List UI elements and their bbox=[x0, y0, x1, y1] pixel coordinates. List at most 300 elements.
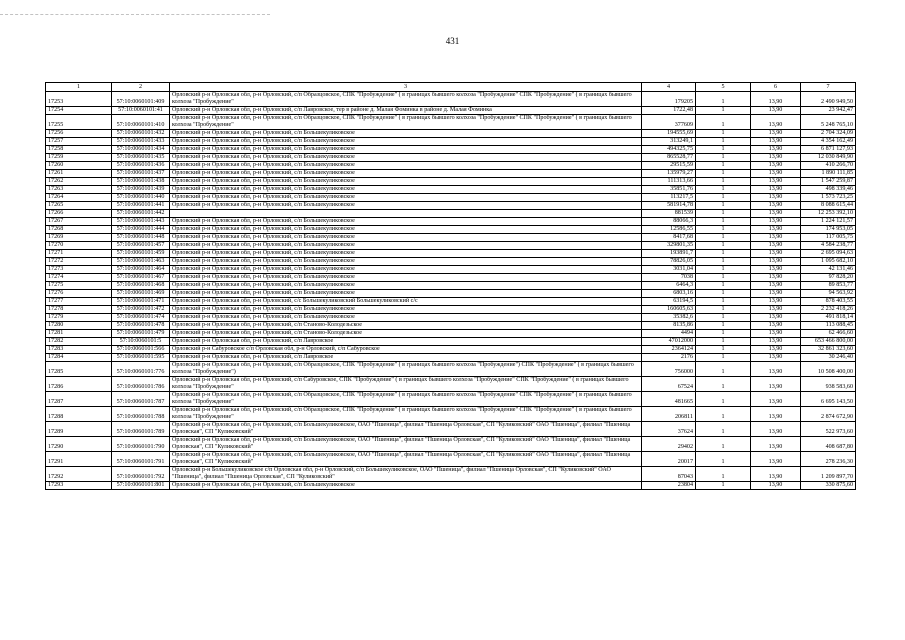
cell-value: 1 573 723,25 bbox=[801, 194, 856, 202]
table-row bbox=[46, 282, 856, 290]
cell-addr: Орловский р-н Орловская обл, р-н Орловский, с/п Образцовское, СПК "Пробуждение" ( в границах бывшего колхоза "Пробуждение") СПК "Пробуждение" ( в границах бывшего колхоза "Пробуждение") bbox=[170, 362, 642, 377]
cell-rate: 13,90 bbox=[751, 146, 801, 154]
cell-area: 35382,6 bbox=[642, 314, 696, 322]
table-row bbox=[46, 346, 856, 354]
table-row bbox=[46, 298, 856, 306]
cell-rate: 13,90 bbox=[751, 250, 801, 258]
cell-area: 2364124 bbox=[642, 346, 696, 354]
cell-n: 17290 bbox=[46, 437, 112, 452]
cell-area: 113217,5 bbox=[642, 194, 696, 202]
cell-n: 17282 bbox=[46, 338, 112, 346]
cell-addr: Орловский р-н Орловская обл, р-н Орловский, с/п Большекуликовское, ОАО "Пшеница", филиал "Пшеница Орловская", СП "Куликовский" ОАО "Пшеница", филиал "Пшеница Орловская", СП "Куликовский" bbox=[170, 422, 642, 437]
cell-rate: 13,90 bbox=[751, 274, 801, 282]
cell-addr: Орловский р-н Орловская обл, р-н Орловский, с/п Большекуликовское bbox=[170, 170, 642, 178]
cell-n: 17277 bbox=[46, 298, 112, 306]
cell-n: 17289 bbox=[46, 422, 112, 437]
cell-rate: 13,90 bbox=[751, 202, 801, 210]
cell-k: 1 bbox=[696, 178, 751, 186]
cell-cad: 57:10:0060101:468 bbox=[112, 282, 170, 290]
table-row bbox=[46, 107, 856, 115]
cell-k: 1 bbox=[696, 107, 751, 115]
cell-n: 17286 bbox=[46, 377, 112, 392]
cell-k: 1 bbox=[696, 377, 751, 392]
cell-area: 23804 bbox=[642, 482, 696, 490]
cell-cad: 57:10:0060101:787 bbox=[112, 392, 170, 407]
cell-addr: Орловский р-н Орловская обл, р-н Орловский, с/п Большекуликовское bbox=[170, 242, 642, 250]
cell-value: 94 563,92 bbox=[801, 290, 856, 298]
cell-value: 8 088 615,44 bbox=[801, 202, 856, 210]
cell-addr: Орловский р-н Орловская обл, р-н Орловский, с/п Большекуликовское bbox=[170, 274, 642, 282]
cell-value: 408 687,80 bbox=[801, 437, 856, 452]
cell-rate: 13,90 bbox=[751, 362, 801, 377]
cell-addr: Орловский р-н Орловская обл, р-н Орловский, с/п Большекуликовское bbox=[170, 194, 642, 202]
cell-k: 1 bbox=[696, 467, 751, 482]
cell-area: 12586,55 bbox=[642, 226, 696, 234]
cell-value: 113 088,45 bbox=[801, 322, 856, 330]
cell-rate: 13,90 bbox=[751, 170, 801, 178]
cell-area: 206811 bbox=[642, 407, 696, 422]
cell-area: 377609 bbox=[642, 115, 696, 130]
cell-rate: 13,90 bbox=[751, 482, 801, 490]
cell-k: 1 bbox=[696, 218, 751, 226]
cell-k: 1 bbox=[696, 322, 751, 330]
cell-k: 1 bbox=[696, 138, 751, 146]
cell-addr: Орловский р-н Орловская обл, р-н Орловский, с/п Большекуликовское bbox=[170, 202, 642, 210]
cell-k: 1 bbox=[696, 330, 751, 338]
cell-cad: 57:10:0060101:434 bbox=[112, 146, 170, 154]
cell-k: 1 bbox=[696, 234, 751, 242]
page-number: 431 bbox=[445, 36, 460, 46]
cell-cad: 57:10:0060101:786 bbox=[112, 377, 170, 392]
cell-area: 6464,3 bbox=[642, 282, 696, 290]
cell-addr: Орловский р-н Орловская обл, р-н Орловский, с/с Большекуликовский Большекуликовский с/с bbox=[170, 298, 642, 306]
cell-n: 17268 bbox=[46, 226, 112, 234]
cell-addr: Орловский р-н Орловская обл, р-н Орловский, с/п Лавровское bbox=[170, 338, 642, 346]
cell-value: 30 246,40 bbox=[801, 354, 856, 362]
cell-area: 47012000 bbox=[642, 338, 696, 346]
cell-n: 17271 bbox=[46, 250, 112, 258]
cell-n: 17284 bbox=[46, 354, 112, 362]
cell-rate: 13,90 bbox=[751, 226, 801, 234]
cell-n: 17256 bbox=[46, 130, 112, 138]
cell-k: 1 bbox=[696, 452, 751, 467]
cell-cad: 57:10:0060101:438 bbox=[112, 178, 170, 186]
cell-n: 17267 bbox=[46, 218, 112, 226]
cell-value: 97 828,20 bbox=[801, 274, 856, 282]
cell-value: 278 236,30 bbox=[801, 452, 856, 467]
cell-area: 179205 bbox=[642, 92, 696, 107]
cell-n: 17285 bbox=[46, 362, 112, 377]
table-row bbox=[46, 422, 856, 437]
table-row bbox=[46, 178, 856, 186]
cell-cad: 57:10:0060101:436 bbox=[112, 162, 170, 170]
cell-value: 10 508 400,00 bbox=[801, 362, 856, 377]
cell-k: 1 bbox=[696, 226, 751, 234]
cell-area: 88066,3 bbox=[642, 218, 696, 226]
cell-addr: Орловский р-н Орловская обл, р-н Орловский, с/п Большекуликовское, ОАО "Пшеница", филиал "Пшеница Орловская", СП "Куликовский" ОАО "Пшеница", филиал "Пшеница Орловская", СП "Куликовский" bbox=[170, 452, 642, 467]
cell-k: 1 bbox=[696, 154, 751, 162]
table-row bbox=[46, 314, 856, 322]
cell-k: 1 bbox=[696, 130, 751, 138]
cell-cad: 57:10:0060101:479 bbox=[112, 330, 170, 338]
cell-value: 42 131,46 bbox=[801, 266, 856, 274]
cell-k: 1 bbox=[696, 298, 751, 306]
cell-area: 4494 bbox=[642, 330, 696, 338]
table-row bbox=[46, 154, 856, 162]
cell-value: 491 818,14 bbox=[801, 314, 856, 322]
cell-addr bbox=[170, 210, 642, 218]
cell-n: 17253 bbox=[46, 92, 112, 107]
cell-n: 17293 bbox=[46, 482, 112, 490]
cell-area: 135979,27 bbox=[642, 170, 696, 178]
cell-rate: 13,90 bbox=[751, 354, 801, 362]
cell-cad: 57:10:0060101:463 bbox=[112, 258, 170, 266]
table-row bbox=[46, 290, 856, 298]
cell-k: 1 bbox=[696, 266, 751, 274]
cell-area: 194555,69 bbox=[642, 130, 696, 138]
cell-addr: Орловский р-н Орловская обл, р-н Орловский, с/п Большекуликовское bbox=[170, 250, 642, 258]
cell-rate: 13,90 bbox=[751, 290, 801, 298]
cell-k: 1 bbox=[696, 258, 751, 266]
cell-n: 17260 bbox=[46, 162, 112, 170]
cell-value: 2 874 672,90 bbox=[801, 407, 856, 422]
table-row bbox=[46, 274, 856, 282]
cell-area: 494325,75 bbox=[642, 146, 696, 154]
cell-n: 17270 bbox=[46, 242, 112, 250]
cell-area: 6803,16 bbox=[642, 290, 696, 298]
cell-value: 2 704 324,09 bbox=[801, 130, 856, 138]
cell-area: 881539 bbox=[642, 210, 696, 218]
table-row bbox=[46, 186, 856, 194]
cell-rate: 13,90 bbox=[751, 107, 801, 115]
cell-value: 498 339,46 bbox=[801, 186, 856, 194]
table-row bbox=[46, 202, 856, 210]
cell-k: 1 bbox=[696, 338, 751, 346]
cell-cad: 57:10:0060101:464 bbox=[112, 266, 170, 274]
cell-rate: 13,90 bbox=[751, 422, 801, 437]
cell-addr: Орловский р-н Орловская обл, р-н Орловский, с/п Большекуликовское bbox=[170, 482, 642, 490]
column-header: 7 bbox=[801, 83, 856, 92]
column-header: 3 bbox=[170, 83, 642, 92]
cell-value: 174 953,05 bbox=[801, 226, 856, 234]
cell-cad: 57:10:0060101:459 bbox=[112, 250, 170, 258]
cell-rate: 13,90 bbox=[751, 138, 801, 146]
column-header: 2 bbox=[112, 83, 170, 92]
cell-area: 111313,66 bbox=[642, 178, 696, 186]
cell-addr: Орловский р-н Орловская обл, р-н Орловский, с/п Большекуликовское bbox=[170, 290, 642, 298]
cell-k: 1 bbox=[696, 274, 751, 282]
table-row bbox=[46, 377, 856, 392]
table-row bbox=[46, 218, 856, 226]
cell-addr: Орловский р-н Орловская обл, р-н Орловский, с/п Большекуликовское bbox=[170, 282, 642, 290]
cell-value: 89 853,77 bbox=[801, 282, 856, 290]
cell-value: 1 209 897,70 bbox=[801, 467, 856, 482]
cell-k: 1 bbox=[696, 346, 751, 354]
cell-rate: 13,90 bbox=[751, 186, 801, 194]
cell-cad: 57:10:0060101:442 bbox=[112, 210, 170, 218]
cell-addr: Орловский р-н Орловская обл, р-н Орловский, с/п Большекуликовское bbox=[170, 186, 642, 194]
cell-cad: 57:10:0060101:472 bbox=[112, 306, 170, 314]
cell-k: 1 bbox=[696, 162, 751, 170]
table-row bbox=[46, 306, 856, 314]
cell-area: 756000 bbox=[642, 362, 696, 377]
table-row bbox=[46, 338, 856, 346]
cell-value: 1 547 259,87 bbox=[801, 178, 856, 186]
cell-n: 17288 bbox=[46, 407, 112, 422]
cell-area: 3031,04 bbox=[642, 266, 696, 274]
cell-n: 17287 bbox=[46, 392, 112, 407]
cell-n: 17266 bbox=[46, 210, 112, 218]
cell-rate: 13,90 bbox=[751, 115, 801, 130]
cell-rate: 13,90 bbox=[751, 338, 801, 346]
cell-value: 32 861 323,60 bbox=[801, 346, 856, 354]
cell-k: 1 bbox=[696, 392, 751, 407]
table-row bbox=[46, 226, 856, 234]
table-row bbox=[46, 437, 856, 452]
cell-addr: Орловский р-н Орловская обл, р-н Орловский, с/п Образцовское, СПК "Пробуждение" ( в границах бывшего колхоза "Пробуждение" СПК "Пробуждение" ( в границах бывшего колхоза "Пробуждение" bbox=[170, 115, 642, 130]
cell-cad: 57:10:0060101:792 bbox=[112, 467, 170, 482]
cell-area: 2176 bbox=[642, 354, 696, 362]
column-header: 6 bbox=[751, 83, 801, 92]
cell-addr: Орловский р-н Орловская обл, р-н Орловский, с/п Станово-Колодезьское bbox=[170, 322, 642, 330]
cell-n: 17254 bbox=[46, 107, 112, 115]
cell-cad: 57:10:0060101:444 bbox=[112, 226, 170, 234]
cell-addr: Орловский р-н Сабуровское с/п Орловская обл, р-н Орловский, с/п Сабуровское bbox=[170, 346, 642, 354]
cell-cad: 57:10:0060101:437 bbox=[112, 170, 170, 178]
cell-addr: Орловский р-н Орловская обл, р-н Орловский, с/п Образцовское, СПК "Пробуждение" ( в границах бывшего колхоза "Пробуждение" СПК "Пробуждение" ( в границах бывшего колхоза "Пробуждение" bbox=[170, 392, 642, 407]
cell-k: 1 bbox=[696, 202, 751, 210]
table-row bbox=[46, 467, 856, 482]
cell-cad: 57:10:0060101:478 bbox=[112, 322, 170, 330]
cell-rate: 13,90 bbox=[751, 452, 801, 467]
cell-rate: 13,90 bbox=[751, 194, 801, 202]
cell-addr: Орловский р-н Орловская обл, р-н Орловский, с/п Станово-Колодезьское bbox=[170, 330, 642, 338]
table-row bbox=[46, 354, 856, 362]
table-row bbox=[46, 130, 856, 138]
cell-n: 17278 bbox=[46, 306, 112, 314]
table-header-row bbox=[46, 83, 856, 92]
table-row bbox=[46, 407, 856, 422]
cell-n: 17274 bbox=[46, 274, 112, 282]
cell-rate: 13,90 bbox=[751, 392, 801, 407]
cell-n: 17257 bbox=[46, 138, 112, 146]
cell-k: 1 bbox=[696, 362, 751, 377]
cell-k: 1 bbox=[696, 422, 751, 437]
cell-area: 865528,77 bbox=[642, 154, 696, 162]
cell-rate: 13,90 bbox=[751, 234, 801, 242]
cell-k: 1 bbox=[696, 482, 751, 490]
cell-k: 1 bbox=[696, 314, 751, 322]
cell-cad: 57:10:0060101:595 bbox=[112, 354, 170, 362]
cell-area: 581914,78 bbox=[642, 202, 696, 210]
table-row bbox=[46, 194, 856, 202]
table-row bbox=[46, 115, 856, 130]
cell-value: 4 354 162,49 bbox=[801, 138, 856, 146]
cell-n: 17265 bbox=[46, 202, 112, 210]
cell-k: 1 bbox=[696, 250, 751, 258]
cell-rate: 13,90 bbox=[751, 282, 801, 290]
table-row bbox=[46, 258, 856, 266]
cell-value: 2 695 094,63 bbox=[801, 250, 856, 258]
cell-rate: 13,90 bbox=[751, 266, 801, 274]
table-row bbox=[46, 170, 856, 178]
cell-cad: 57:10:0060101:457 bbox=[112, 242, 170, 250]
cell-value: 1 890 111,85 bbox=[801, 170, 856, 178]
cell-rate: 13,90 bbox=[751, 306, 801, 314]
cell-area: 7038 bbox=[642, 274, 696, 282]
cell-addr: Орловский р-н Орловская обл, р-н Орловский, с/п Большекуликовское bbox=[170, 226, 642, 234]
cell-n: 17279 bbox=[46, 314, 112, 322]
cell-addr: Орловский р-н Орловская обл, р-н Орловский, с/п Образцовское, СПК "Пробуждение" ( в границах бывшего колхоза "Пробуждение" СПК "Пробуждение" ( в границах бывшего колхоза "Пробуждение" bbox=[170, 407, 642, 422]
cell-addr: Орловский р-н Орловская обл, р-н Орловский, с/п Большекуликовское bbox=[170, 266, 642, 274]
cell-cad: 57:10:0060101:801 bbox=[112, 482, 170, 490]
cell-cad: 57:10:0060101:474 bbox=[112, 314, 170, 322]
cell-n: 17273 bbox=[46, 266, 112, 274]
table-row bbox=[46, 330, 856, 338]
cell-rate: 13,90 bbox=[751, 210, 801, 218]
cell-cad: 57:10:0060101:435 bbox=[112, 154, 170, 162]
cell-n: 17262 bbox=[46, 178, 112, 186]
cell-value: 4 584 238,77 bbox=[801, 242, 856, 250]
cell-value: 330 875,60 bbox=[801, 482, 856, 490]
table-row bbox=[46, 452, 856, 467]
cell-rate: 13,90 bbox=[751, 298, 801, 306]
cell-addr: Орловский р-н Орловская обл, р-н Орловский, с/п Большекуликовское bbox=[170, 154, 642, 162]
cell-area: 329801,35 bbox=[642, 242, 696, 250]
cell-rate: 13,90 bbox=[751, 154, 801, 162]
cell-rate: 13,90 bbox=[751, 330, 801, 338]
cell-rate: 13,90 bbox=[751, 258, 801, 266]
cell-area: 8135,86 bbox=[642, 322, 696, 330]
cell-cad: 57:10:0060101:440 bbox=[112, 194, 170, 202]
cell-area: 1722,48 bbox=[642, 107, 696, 115]
cell-value: 2 232 418,26 bbox=[801, 306, 856, 314]
table-row bbox=[46, 322, 856, 330]
cell-cad: 57:10:0060101:471 bbox=[112, 298, 170, 306]
cell-value: 653 466 800,00 bbox=[801, 338, 856, 346]
cell-rate: 13,90 bbox=[751, 437, 801, 452]
cell-addr: Орловский р-н Орловская обл, р-н Орловский, с/п Образцовское, СПК "Пробуждение" ( в границах бывшего колхоза "Пробуждение" СПК "Пробуждение" ( в границах бывшего колхоза "Пробуждение" bbox=[170, 92, 642, 107]
cell-area: 29515,59 bbox=[642, 162, 696, 170]
cell-addr: Орловский р-н Орловская обл, р-н Орловский, с/п Большекуликовское bbox=[170, 146, 642, 154]
cell-k: 1 bbox=[696, 437, 751, 452]
cell-value: 2 490 949,50 bbox=[801, 92, 856, 107]
cell-rate: 13,90 bbox=[751, 407, 801, 422]
cell-addr: Орловский р-н Орловская обл, р-н Орловский, с/п Большекуликовское bbox=[170, 138, 642, 146]
cell-n: 17263 bbox=[46, 186, 112, 194]
cell-n: 17275 bbox=[46, 282, 112, 290]
cadastral-register-table bbox=[45, 82, 856, 490]
cell-n: 17259 bbox=[46, 154, 112, 162]
cell-addr: Орловский р-н Орловская обл, р-н Орловский, с/п Большекуликовское bbox=[170, 130, 642, 138]
cell-addr: Орловский р-н Орловская обл, р-н Орловский, с/п Большекуликовское bbox=[170, 258, 642, 266]
cell-value: 522 973,60 bbox=[801, 422, 856, 437]
cell-area: 193891,7 bbox=[642, 250, 696, 258]
cell-rate: 13,90 bbox=[751, 178, 801, 186]
table-row bbox=[46, 362, 856, 377]
cell-cad: 57:10:0060101:566 bbox=[112, 346, 170, 354]
cell-n: 17281 bbox=[46, 330, 112, 338]
cell-k: 1 bbox=[696, 194, 751, 202]
cell-k: 1 bbox=[696, 115, 751, 130]
cell-rate: 13,90 bbox=[751, 314, 801, 322]
table-row bbox=[46, 138, 856, 146]
cell-n: 17272 bbox=[46, 258, 112, 266]
cell-k: 1 bbox=[696, 354, 751, 362]
table-row bbox=[46, 242, 856, 250]
cell-rate: 13,90 bbox=[751, 346, 801, 354]
cell-value: 12 253 392,10 bbox=[801, 210, 856, 218]
cell-n: 17292 bbox=[46, 467, 112, 482]
cell-addr: Орловский р-н Большекуликовское с/п Орловская обл, р-н Орловский, с/п Большекуликовское, ОАО "Пшеница", филиал "Пшеница Орловская", СП "Куликовский" ОАО "Пшеница", филиал "Пшеница Орловская", СП "Куликовский" bbox=[170, 467, 642, 482]
cell-addr: Орловский р-н Орловская обл, р-н Орловский, с/п Большекуликовское bbox=[170, 314, 642, 322]
cell-cad: 57:10:0060101:789 bbox=[112, 422, 170, 437]
cell-cad: 57:10:0060101:448 bbox=[112, 234, 170, 242]
cell-cad: 57:10:0060101:776 bbox=[112, 362, 170, 377]
cell-cad: 57:10:0060101:432 bbox=[112, 130, 170, 138]
cell-rate: 13,90 bbox=[751, 242, 801, 250]
cell-n: 17258 bbox=[46, 146, 112, 154]
cell-cad: 57:10:0060101:433 bbox=[112, 138, 170, 146]
cell-cad: 57:10:0060101:409 bbox=[112, 92, 170, 107]
cell-cad: 57:10:0060101:441 bbox=[112, 202, 170, 210]
column-header: 1 bbox=[46, 83, 112, 92]
table-row bbox=[46, 234, 856, 242]
cell-value: 1 095 682,10 bbox=[801, 258, 856, 266]
cell-rate: 13,90 bbox=[751, 130, 801, 138]
cell-area: 313249,1 bbox=[642, 138, 696, 146]
cell-cad: 57:10:0060101:788 bbox=[112, 407, 170, 422]
cell-k: 1 bbox=[696, 282, 751, 290]
table-row bbox=[46, 210, 856, 218]
cell-area: 67524 bbox=[642, 377, 696, 392]
column-header: 5 bbox=[696, 83, 751, 92]
cell-addr: Орловский р-н Орловская обл, р-н Орловский, с/п Большекуликовское bbox=[170, 162, 642, 170]
cell-addr: Орловский р-н Орловская обл, р-н Орловский, с/п Большекуликовское bbox=[170, 234, 642, 242]
cell-rate: 13,90 bbox=[751, 467, 801, 482]
cell-area: 8417,68 bbox=[642, 234, 696, 242]
cell-cad: 57:10:0060101:439 bbox=[112, 186, 170, 194]
cell-value: 938 583,60 bbox=[801, 377, 856, 392]
cell-k: 1 bbox=[696, 170, 751, 178]
cell-area: 481665 bbox=[642, 392, 696, 407]
cell-cad: 57:10:0060101:467 bbox=[112, 274, 170, 282]
cell-value: 6 871 127,93 bbox=[801, 146, 856, 154]
table-row bbox=[46, 250, 856, 258]
cell-k: 1 bbox=[696, 146, 751, 154]
cell-rate: 13,90 bbox=[751, 377, 801, 392]
cell-cad: 57:10:0060101:791 bbox=[112, 452, 170, 467]
cell-k: 1 bbox=[696, 407, 751, 422]
cell-n: 17291 bbox=[46, 452, 112, 467]
cell-area: 63194,5 bbox=[642, 298, 696, 306]
cell-cad: 57:10:0060101:469 bbox=[112, 290, 170, 298]
cell-rate: 13,90 bbox=[751, 218, 801, 226]
table-row bbox=[46, 162, 856, 170]
table-row bbox=[46, 92, 856, 107]
column-header: 4 bbox=[642, 83, 696, 92]
cell-area: 29402 bbox=[642, 437, 696, 452]
cell-cad: 57:10:0060101:443 bbox=[112, 218, 170, 226]
table-row bbox=[46, 266, 856, 274]
cell-k: 1 bbox=[696, 242, 751, 250]
cell-value: 878 403,55 bbox=[801, 298, 856, 306]
cell-n: 17269 bbox=[46, 234, 112, 242]
cell-rate: 13,90 bbox=[751, 92, 801, 107]
cell-value: 12 030 849,90 bbox=[801, 154, 856, 162]
cell-n: 17280 bbox=[46, 322, 112, 330]
cell-n: 17264 bbox=[46, 194, 112, 202]
